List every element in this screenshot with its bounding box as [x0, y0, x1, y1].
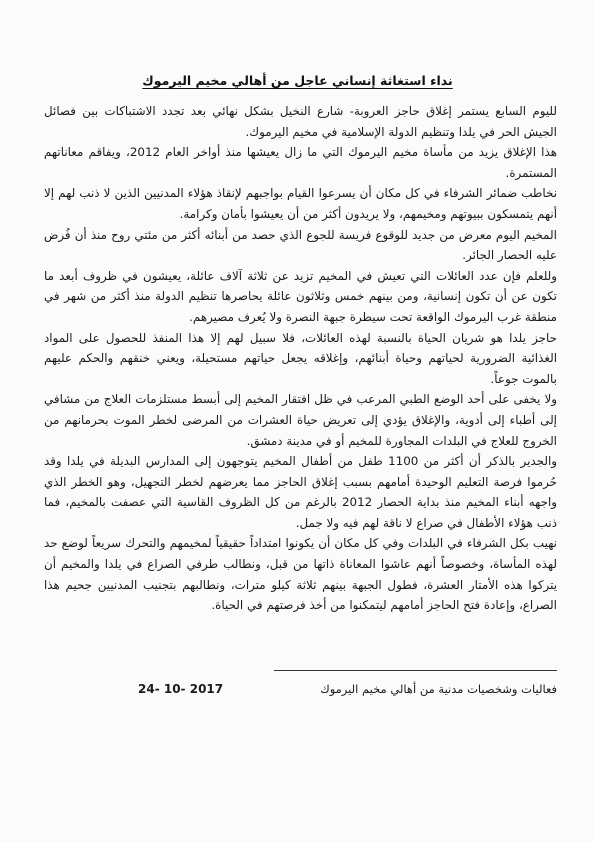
document-title — [0, 72, 595, 90]
paragraph-1: لليوم السابع يستمر إغلاق حاجز العروبة- شارع النخيل بشكل نهائي بعد تجدد الاشتباكات بين فصائل الجيش الحر في يلدا وتنظيم الدولة الإسلامية في مخيم اليرموك. — [44, 104, 557, 139]
document-title-text: نداء استغاثة إنساني عاجل من أهالي مخيم اليرموك — [142, 73, 453, 88]
paragraph-8: والجدير بالذكر أن أكثر من 1100 طفل من أطفال المخيم يتوجهون إلى المدارس البديلة في يلدا وقد حُرموا فرصة التعليم الوحيدة أمامهم بسبب إغلاق الحاجز مما يعرضهم لخطر التجهيل، وهو الخطر الذي واجهه أبناء المخيم منذ بداية الحصار 2012 بالرغم من كل الظروف القاسية التي عصفت بالمخيم، فما ذنب هؤلاء الأطفال في صراع لا ناقة لهم فيه ولا جمل. — [44, 454, 557, 530]
paragraph-2: هذا الإغلاق يزيد من مأساة مخيم اليرموك التي ما زال يعيشها منذ أواخر العام 2012، ويفاقم معاناتهم المستمرة. — [44, 145, 557, 180]
paragraph-9: نهيب بكل الشرفاء في البلدات وفي كل مكان أن يكونوا امتداداً حقيقياً لمخيمهم والتحرك سريعاً لوضع حد لهذه المأساة، وخصوصاً أنهم عاشوا المعاناة ذاتها من قبل، ونطالب طرفي الصراع في يلدا والمخيم أن يتركوا هذه الأمتار العشرة، فطول الجبهة بينهم ثلاثة كيلو مترات، ونطالبهم بتجنيب المدنيين جحيم هذا الصراع، وإعادة فتح الحاجز أمامهم ليتمكنوا من أخذ فرصتهم في الحياة. — [44, 536, 557, 613]
paragraph-5: وللعلم فإن عدد العائلات التي تعيش في المخيم تزيد عن ثلاثة آلاف عائلة، يعيشون في ظروف أبعد ما تكون عن أن تكون إنسانية، ومن بينهم خمس وثلاثون عائلة يحاصرها تنظيم الدولة منذ أكثر من شهر في منطقة غرب اليرموك الواقعة تحت سيطرة جبهة النصرة ولا يُعرف مصيرهم. — [44, 268, 557, 324]
document-body — [44, 101, 557, 616]
paragraph-3: نخاطب ضمائر الشرفاء في كل مكان أن يسرعوا القيام بواجبهم لإنقاذ هؤلاء المدنيين الذين لا ذنب لهم إلا أنهم يتمسكون ببيوتهم ومخيمهم، ولا يريدون أكثر من أن يعيشوا بأمان وكرامة. — [44, 186, 557, 221]
signature-divider — [274, 670, 557, 671]
signature-line: فعاليات وشخصيات مدنية من أهالي مخيم اليرموك — [320, 682, 557, 696]
paragraph-7: ولا يخفى على أحد الوضع الطبي المرعب في ظل افتقار المخيم إلى أبسط مستلزمات العلاج من مشافي إلى أطباء إلى أدوية، والإغلاق يؤدي إلى تعريض حياة العشرات من المرضى لخطر الموت بحرمانهم من الخروج للعلاج في البلدات المجاورة للمخيم أو في مدينة دمشق. — [44, 392, 557, 448]
paragraph-6: حاجز يلدا هو شريان الحياة بالنسبة لهذه العائلات، فلا سبيل لهم إلا هذا المنفذ للحصول على المواد الغذائية الضرورية لحياتهم وحياة أبنائهم، وإغلاقه يجعل حياتهم مستحيلة، ويعني خنقهم والحكم عليهم بالموت جوعاً. — [44, 330, 557, 386]
paragraph-4: المخيم اليوم معرض من جديد للوقوع فريسة للجوع الذي حصد من أبنائه أكثر من مئتي روح منذ أن فُرض عليه الحصار الجائر. — [44, 227, 557, 263]
document-date: 24- 10- 2017 — [138, 682, 224, 696]
